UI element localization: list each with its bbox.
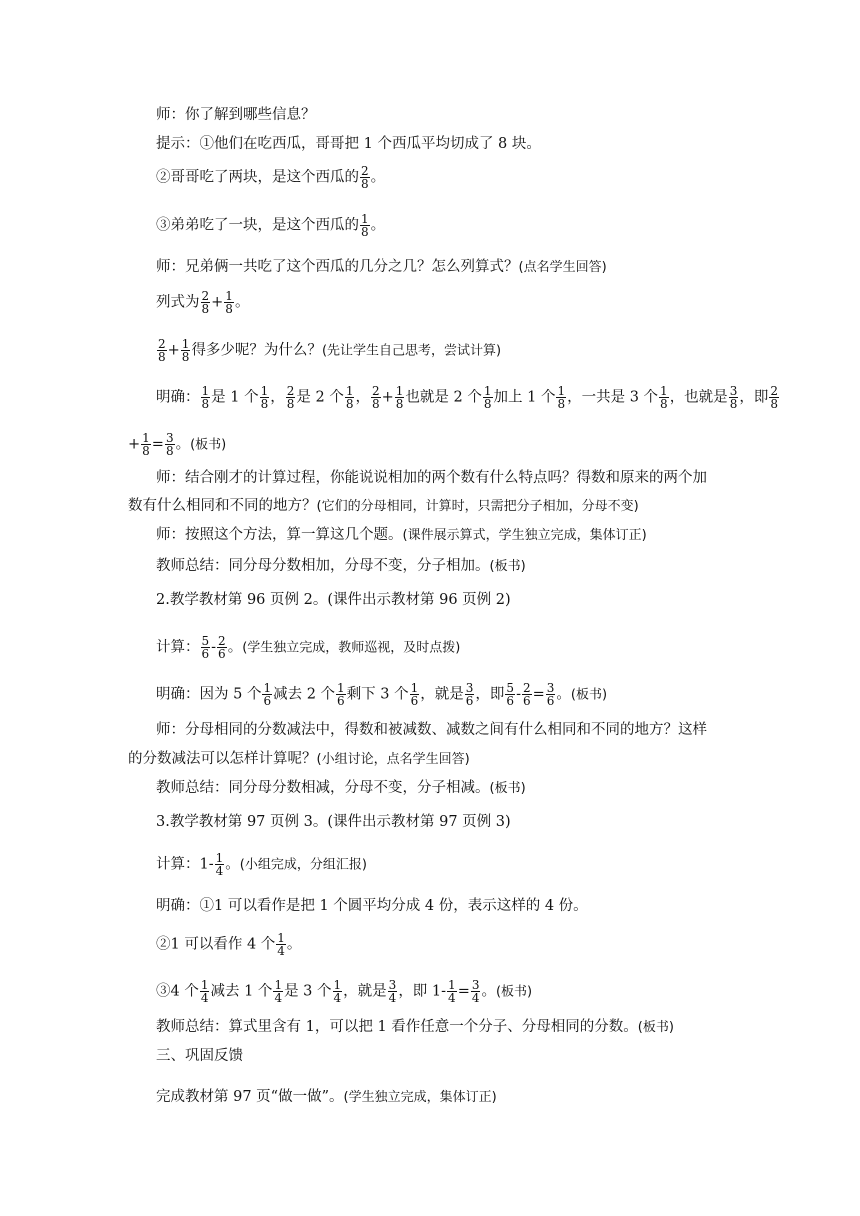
teaching-note: (它们的分母相同，计算时，只需把分子相加，分母不变) xyxy=(316,499,639,514)
text-line: $\frac{2}{8}$ + $\frac{1}{8}$ 得多少呢？为什么？(先让学生自己思考，尝试计算) xyxy=(158,337,502,364)
fraction: $\frac{1}{6}$ xyxy=(337,681,345,708)
fraction: $\frac{1}{8}$ xyxy=(142,431,150,458)
teaching-note: (板书) xyxy=(570,687,608,703)
text-line: 列式为 $\frac{2}{8}$ + $\frac{1}{8}$ 。 xyxy=(156,289,250,316)
fraction: $\frac{2}{8}$ xyxy=(286,384,295,411)
teaching-note: (小组讨论，点名学生回答) xyxy=(316,752,470,767)
fraction: $\frac{3}{8}$ xyxy=(165,431,174,458)
text-line: ③4 个 $\frac{1}{4}$ 减去 1 个 $\frac{1}{4}$ 是 3 个 $\frac{1}{4}$ ，就是 $\frac{3}{4}$ ，即 1- $\frac{1}{4}$ = $\frac{3}{4}$ 。(板书) xyxy=(156,978,533,1005)
fraction: $\frac{3}{4}$ xyxy=(388,978,397,1005)
fraction: $\frac{3}{6}$ xyxy=(546,681,555,708)
teaching-note: (板书) xyxy=(637,1020,674,1035)
fraction: $\frac{2}{8}$ xyxy=(371,384,380,411)
teaching-note: (学生独立完成，教师巡视，及时点拨) xyxy=(242,640,461,656)
fraction: $\frac{1}{4}$ xyxy=(448,978,456,1005)
fraction: $\frac{1}{8}$ xyxy=(361,212,369,239)
teaching-note: (板书) xyxy=(495,984,533,1000)
text-line: 计算： $\frac{5}{6}$ - $\frac{2}{6}$ 。(学生独立完成，教师巡视，及时点拨) xyxy=(156,634,461,661)
text-line: 师：兄弟俩一共吃了这个西瓜的几分之几？怎么列算式？(点名学生回答) xyxy=(156,259,607,275)
fraction: $\frac{1}{8}$ xyxy=(345,384,354,411)
text-line: 教师总结：算式里含有 1，可以把 1 看作任意一个分子、分母相同的分数。(板书) xyxy=(156,1019,674,1035)
fraction: $\frac{1}{4}$ xyxy=(333,978,342,1005)
teaching-note: (板书) xyxy=(489,559,526,574)
fraction: $\frac{1}{8}$ xyxy=(260,384,269,411)
fraction: $\frac{1}{4}$ xyxy=(215,851,224,878)
fraction: $\frac{2}{8}$ xyxy=(158,337,166,364)
fraction: $\frac{1}{4}$ xyxy=(274,978,283,1005)
text-line: 明确：①1 可以看作是把 1 个圆平均分成 4 份，表示这样的 4 份。 xyxy=(156,898,588,914)
teaching-note: (先让学生自己思考，尝试计算) xyxy=(321,343,502,359)
fraction: $\frac{2}{8}$ xyxy=(201,289,210,316)
section-heading: 3.教学教材第 97 页例 3。(课件出示教材第 97 页例 3) xyxy=(156,814,511,830)
text-line: 明确： $\frac{1}{8}$ 是 1 个 $\frac{1}{8}$ ， $\frac{2}{8}$ 是 2 个 $\frac{1}{8}$ ， $\frac{2}{8}$ + $\frac{1}{8}$ 也就是 2 个 $\frac{1}{8}$ 加上 1 个 $\frac{1}{8}$ ，一共是 3 个 $\frac{1}{8}$ ，也就是 $\frac{3}{8}$ ，即 $\frac{2}{8}$ xyxy=(156,384,778,411)
fraction: $\frac{5}{6}$ xyxy=(506,681,515,708)
text-line: ②1 可以看作 4 个 $\frac{1}{4}$ 。 xyxy=(156,931,302,958)
fraction: $\frac{1}{8}$ xyxy=(660,384,668,411)
fraction: $\frac{1}{8}$ xyxy=(483,384,492,411)
fraction: $\frac{1}{8}$ xyxy=(395,384,404,411)
section-heading: 2.教学教材第 96 页例 2。(课件出示教材第 96 页例 2) xyxy=(156,592,511,608)
text-line: + $\frac{1}{8}$ = $\frac{3}{8}$ 。(板书) xyxy=(128,431,227,458)
teaching-note: (小组完成，分组汇报) xyxy=(239,857,367,873)
text-line: 教师总结：同分母分数相减，分母不变，分子相减。(板书) xyxy=(156,780,526,796)
fraction: $\frac{2}{8}$ xyxy=(770,384,778,411)
fraction: $\frac{1}{8}$ xyxy=(181,337,190,364)
fraction: $\frac{1}{8}$ xyxy=(201,384,210,411)
fraction: $\frac{1}{8}$ xyxy=(225,289,233,316)
text-line: 教师总结：同分母分数相加，分母不变，分子相加。(板书) xyxy=(156,558,526,574)
text-line: 计算：1- $\frac{1}{4}$ 。(小组完成，分组汇报) xyxy=(156,851,367,878)
teaching-note: (课件展示算式，学生独立完成，集体订正) xyxy=(402,528,647,543)
fraction: $\frac{1}{4}$ xyxy=(277,931,285,958)
text-line: 的分数减法可以怎样计算呢？(小组讨论，点名学生回答) xyxy=(128,751,470,767)
fraction: $\frac{1}{8}$ xyxy=(557,384,566,411)
fraction: $\frac{1}{6}$ xyxy=(263,681,272,708)
text-line: ③弟弟吃了一块，是这个西瓜的 $\frac{1}{8}$ 。 xyxy=(156,212,386,239)
teaching-note: (板书) xyxy=(190,437,227,453)
text-line: 明确：因为 5 个 $\frac{1}{6}$ 减去 2 个 $\frac{1}{6}$ 剩下 3 个 $\frac{1}{6}$ ，就是 $\frac{3}{6}$ ，即 $\frac{5}{6}$ - $\frac{2}{6}$ = $\frac{3}{6}$ 。(板书) xyxy=(156,681,608,708)
section-heading: 三、巩固反馈 xyxy=(156,1048,243,1064)
fraction: $\frac{1}{6}$ xyxy=(410,681,419,708)
text-line: 完成教材第 97 页“做一做”。(学生独立完成，集体订正) xyxy=(156,1089,497,1105)
text-line: 师：分母相同的分数减法中，得数和被减数、减数之间有什么相同和不同的地方？这样 xyxy=(156,722,707,738)
fraction: $\frac{2}{6}$ xyxy=(522,681,531,708)
fraction: $\frac{5}{6}$ xyxy=(201,634,210,661)
text-line: 数有什么相同和不同的地方？(它们的分母相同，计算时，只需把分子相加，分母不变) xyxy=(128,498,639,514)
fraction: $\frac{2}{8}$ xyxy=(361,164,369,191)
fraction: $\frac{3}{8}$ xyxy=(729,384,738,411)
text-line: 师：结合刚才的计算过程，你能说说相加的两个数有什么特点吗？得数和原来的两个加 xyxy=(156,470,707,486)
text-line: 提示：①他们在吃西瓜，哥哥把 1 个西瓜平均切成了 8 块。 xyxy=(156,136,541,152)
fraction: $\frac{3}{6}$ xyxy=(465,681,474,708)
teaching-note: (学生独立完成，集体订正) xyxy=(343,1090,497,1105)
teaching-note: (点名学生回答) xyxy=(518,260,607,275)
text-line: 师：你了解到哪些信息？ xyxy=(156,107,316,123)
fraction: $\frac{2}{6}$ xyxy=(218,634,226,661)
text-line: ②哥哥吃了两块，是这个西瓜的 $\frac{2}{8}$ 。 xyxy=(156,164,386,191)
fraction: $\frac{1}{4}$ xyxy=(200,978,209,1005)
teaching-note: (板书) xyxy=(489,781,526,796)
text-line: 师：按照这个方法，算一算这几个题。(课件展示算式，学生独立完成，集体订正) xyxy=(156,527,647,543)
fraction: $\frac{3}{4}$ xyxy=(471,978,480,1005)
